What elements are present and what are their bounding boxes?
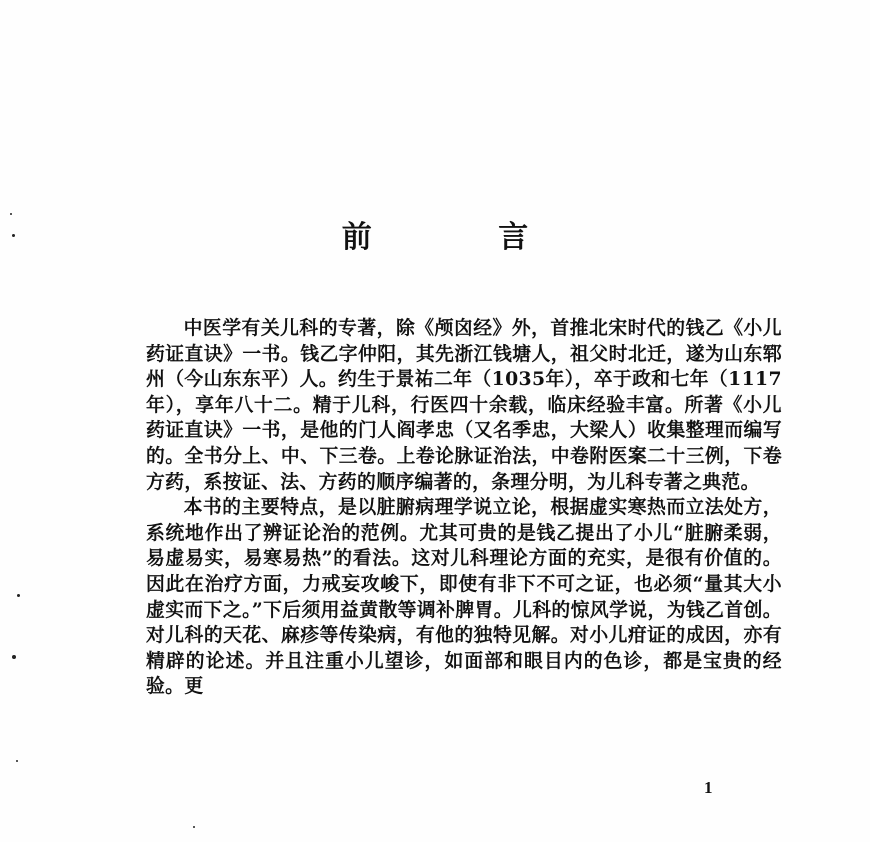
scan-speck	[12, 234, 15, 237]
scan-speck	[193, 826, 195, 828]
body-text	[146, 316, 782, 700]
scan-speck	[16, 760, 18, 762]
page-title: 前 言	[341, 220, 587, 255]
scan-speck	[10, 213, 12, 215]
paragraph-2: 本书的主要特点，是以脏腑病理学说立论，根据虚实寒热而立法处方，系统地作出了辨证论治的范例。尤其可贵的是钱乙提出了小儿“脏腑柔弱，易虚易实，易寒易热”的看法。这对儿科理论方面的充实，是很有价值的。因此在治疗方面，力戒妄攻峻下，即使有非下不可之证，也必须“量其大小虚实而下之。”下后须用益黄散等调补脾胃。儿科的惊风学说，为钱乙首创。对儿科的天花、麻疹等传染病，有他的独特见解。对小儿疳证的成因，亦有精辟的论述。并且注重小儿望诊，如面部和眼目内的色诊，都是宝贵的经验。更	[146, 496, 782, 698]
page-number: 1	[704, 778, 713, 797]
paragraph-1: 中医学有关儿科的专著，除《颅囟经》外，首推北宋时代的钱乙《小儿药证直诀》一书。钱乙字仲阳，其先浙江钱塘人，祖父时北迁，遂为山东郓州（今山东东平）人。约生于景祐二年（1035年），卒于政和七年（1117年），享年八十二。精于儿科，行医四十余载，临床经验丰富。所著《小儿药证直诀》一书，是他的门人阎孝忠（又名季忠，大梁人）收集整理而编写的。全书分上、中、下三卷。上卷论脉证治法，中卷附医案二十三例，下卷方药，系按证、法、方药的顺序编著的，条理分明，为儿科专著之典范。	[146, 317, 782, 493]
scan-speck	[12, 655, 16, 659]
scan-speck	[17, 594, 20, 597]
